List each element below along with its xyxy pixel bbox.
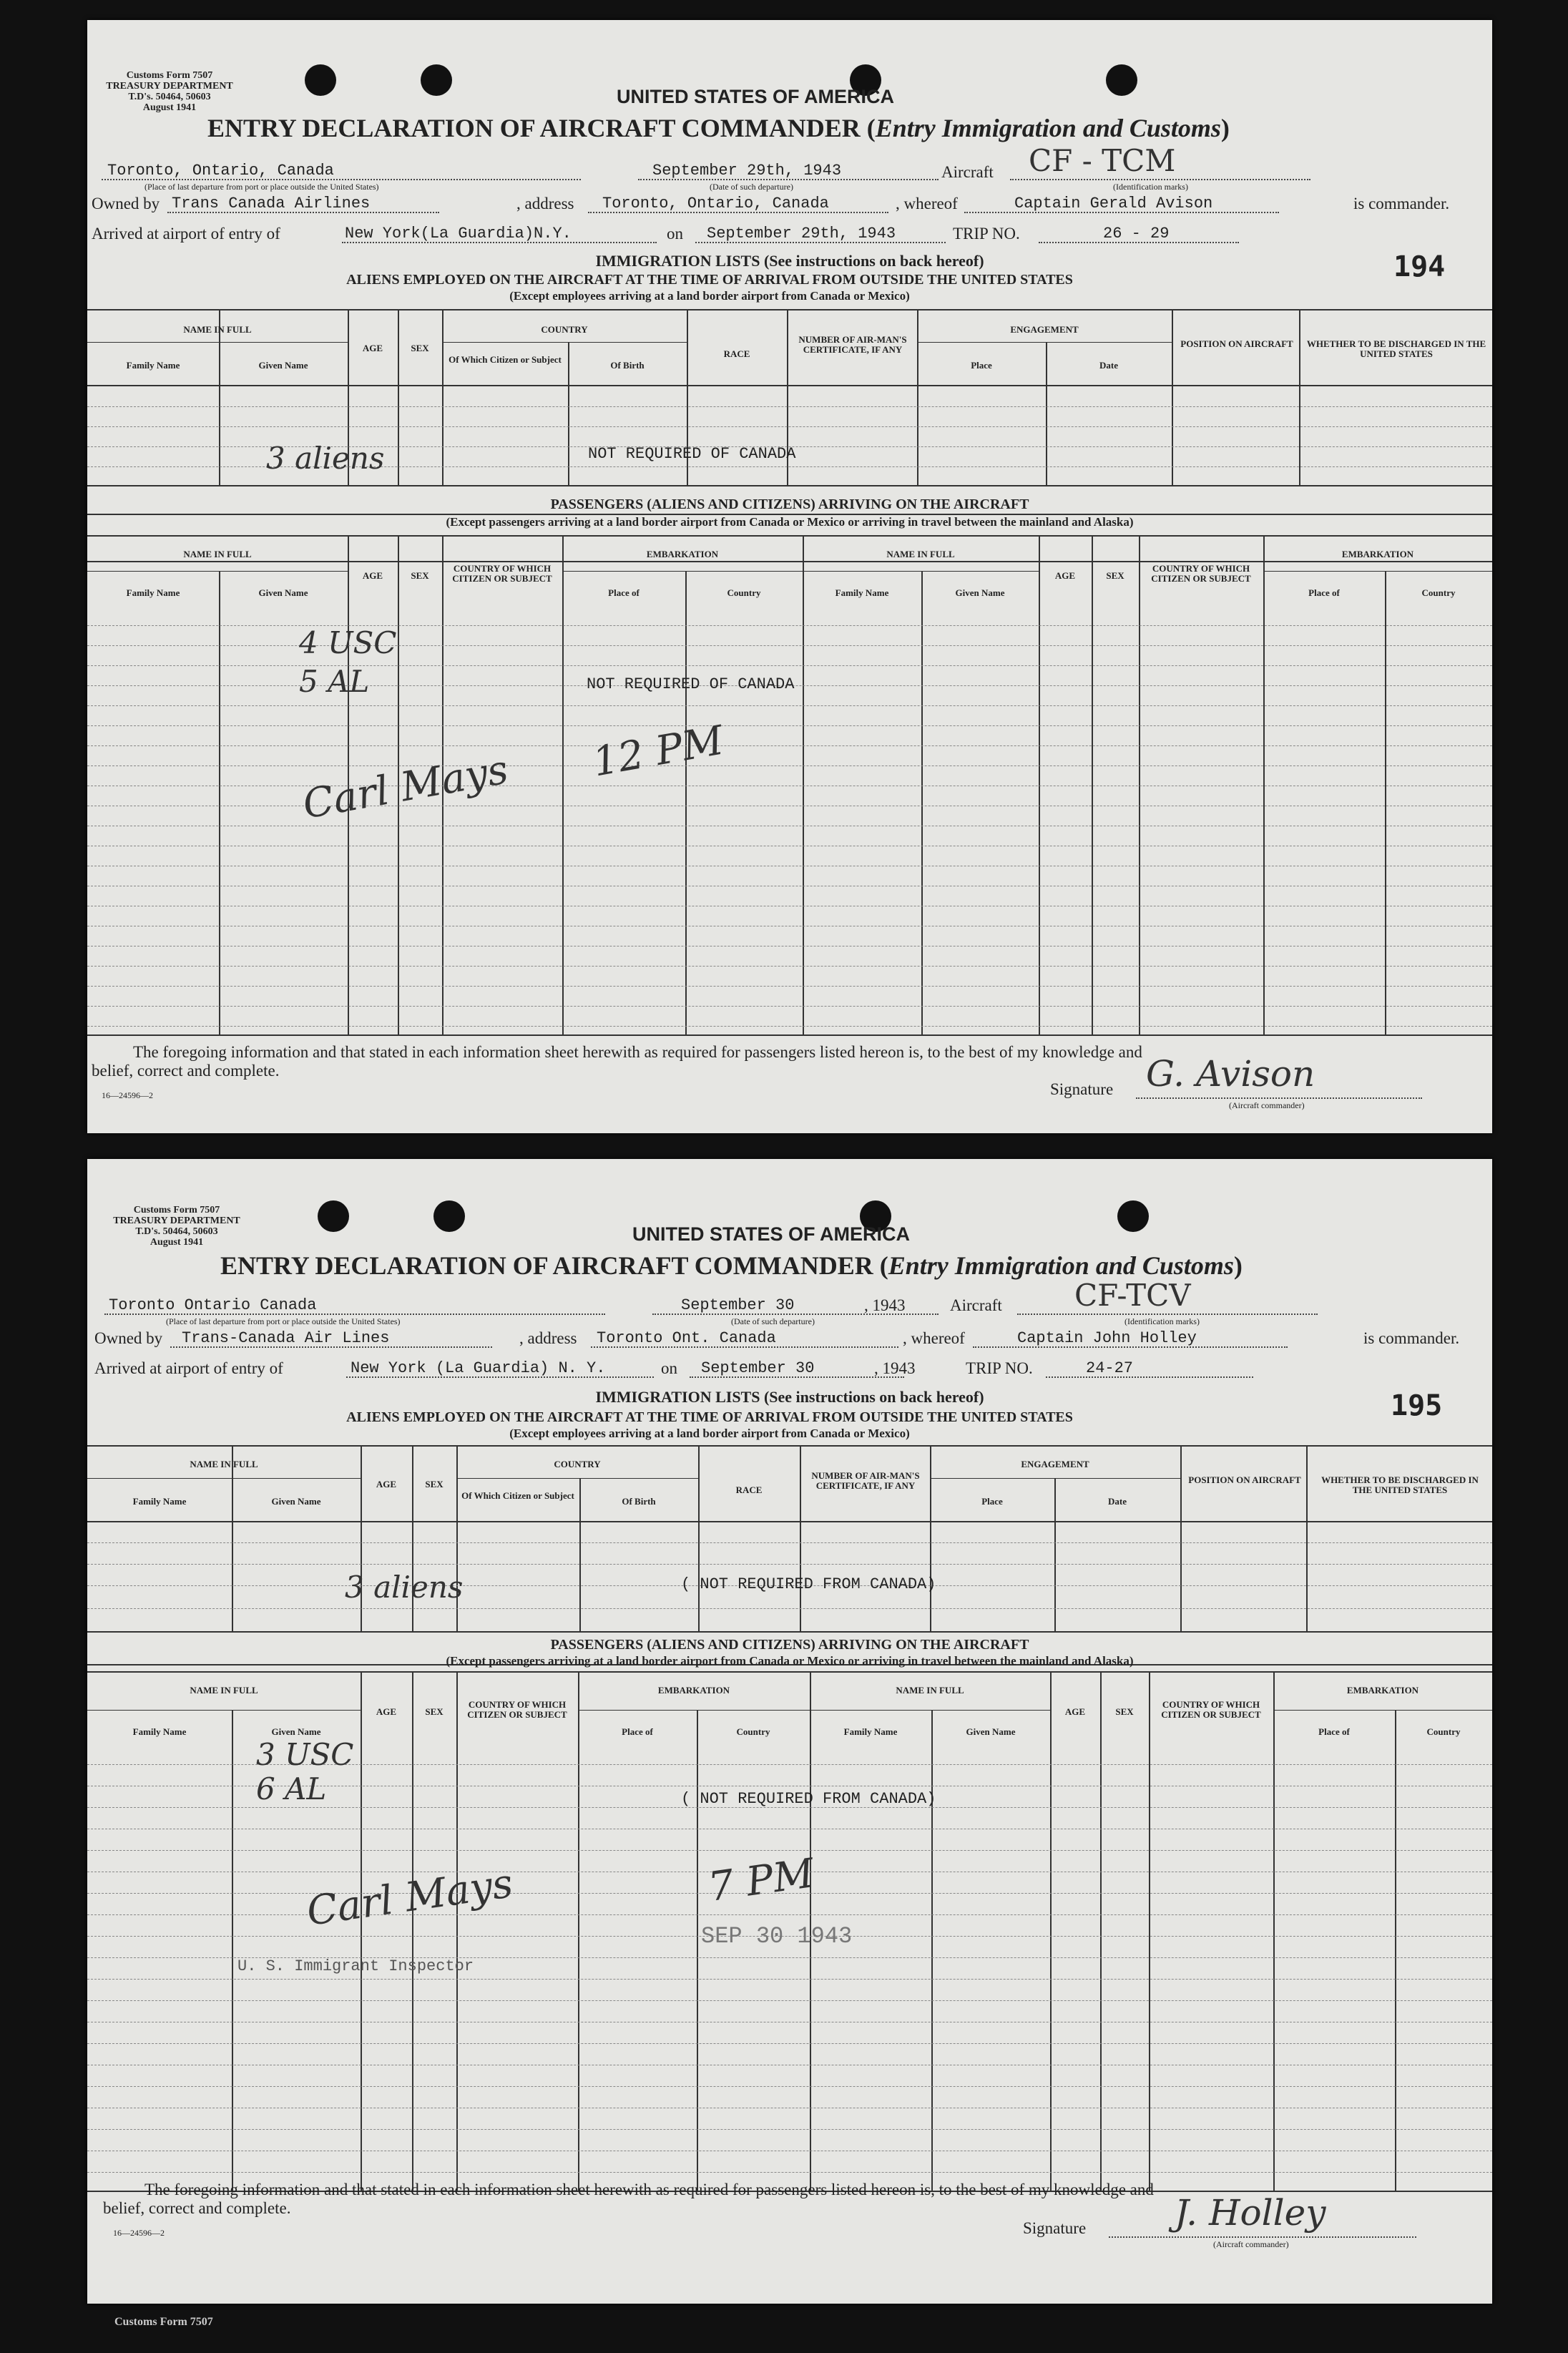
passenger-count: 4 USC — [299, 625, 397, 660]
col-header-given: Given Name — [258, 587, 308, 598]
aliens-subheading: (Except employees arriving at a land border airport from Canada or Mexico) — [509, 1427, 910, 1440]
owner: Trans-Canada Air Lines — [182, 1329, 390, 1347]
form-title — [220, 1251, 1243, 1281]
date-stamp: SEP 30 1943 — [701, 1923, 853, 1950]
col-header-age: AGE — [376, 1479, 397, 1489]
col-header-given: Given Name — [271, 1496, 321, 1507]
departure-place: Toronto Ontario Canada — [109, 1296, 317, 1314]
title-part: ) — [1233, 1251, 1243, 1280]
address: Toronto, Ontario, Canada — [602, 195, 829, 212]
col-line — [1039, 535, 1040, 1034]
inspector-time: 7 PM — [705, 1849, 818, 1912]
col-header-citizen: Of Which Citizen or Subject — [461, 1490, 574, 1501]
field-line — [1109, 2236, 1416, 2238]
passenger-count: 5 AL — [299, 664, 370, 699]
departure-caption: (Place of last departure from port or place outside the United States) — [166, 1316, 401, 1326]
passenger-count: 3 USC — [256, 1737, 354, 1772]
col-line — [1050, 1671, 1052, 2191]
col-header-name: NAME IN FULL — [190, 1685, 258, 1696]
is-commander: is commander. — [1353, 195, 1450, 212]
departure-caption: (Place of last departure from port or place outside the United States) — [144, 182, 379, 192]
field-line — [1017, 1314, 1318, 1315]
col-line — [1385, 571, 1386, 1034]
row-line — [87, 1850, 1492, 1851]
col-header-date: Date — [1099, 360, 1118, 371]
col-header-country-citizen: COUNTRY OF WHICH CITIZEN OR SUBJECT — [1161, 1699, 1261, 1720]
arrival-date: September 30 — [701, 1359, 815, 1377]
sub-header-line — [87, 1710, 361, 1711]
table-border — [87, 485, 1492, 486]
table-border — [87, 1445, 1492, 1447]
commander-signature: J. Holley — [1175, 2192, 1326, 2234]
foregoing-statement: The foregoing information and that stated in each information sheet herewith as required for passengers listed hereon is, to the best of my knowledge and — [133, 1043, 1142, 1061]
immigration-lists-heading: IMMIGRATION LISTS (See instructions on back hereof) — [595, 252, 984, 270]
col-line — [917, 309, 918, 485]
whereof-label: , whereof — [896, 195, 958, 212]
col-line — [685, 571, 687, 1034]
ident-caption: (Identification marks) — [1113, 182, 1188, 192]
col-line — [697, 1710, 698, 2191]
arrived-label: Arrived at airport of entry of — [94, 1359, 283, 1377]
col-line — [232, 1445, 233, 1631]
col-header-age: AGE — [362, 570, 383, 581]
table-border — [87, 561, 1492, 562]
col-header-name: NAME IN FULL — [183, 324, 252, 335]
passengers-subheading: (Except passengers arriving at a land border airport from Canada or Mexico or arriving in travel between the mainland and Alaska) — [446, 515, 1134, 529]
col-header-position: POSITION ON AIRCRAFT — [1188, 1474, 1301, 1485]
col-header-family: Family Name — [132, 1726, 187, 1737]
col-header-family: Family Name — [843, 1726, 898, 1737]
form-code-block — [94, 1205, 259, 1248]
title-part: ) — [1220, 114, 1230, 142]
col-line — [1395, 1710, 1396, 2191]
col-line — [578, 1671, 579, 2191]
col-header-place-of: Place of — [1318, 1726, 1350, 1737]
row-line — [87, 1006, 1492, 1007]
aliens-subheading: (Except employees arriving at a land border airport from Canada or Mexico) — [509, 289, 910, 303]
aliens-heading: ALIENS EMPLOYED ON THE AIRCRAFT AT THE TIME OF ARRIVAL FROM OUTSIDE THE UNITED STATES — [346, 272, 1073, 288]
col-line — [361, 1671, 362, 2191]
sub-header-line — [87, 342, 348, 343]
col-header-citizen: Of Which Citizen or Subject — [449, 354, 562, 365]
col-header-race: RACE — [735, 1484, 763, 1495]
sub-header-line — [1273, 1710, 1492, 1711]
on-label: on — [667, 225, 683, 243]
row-line — [87, 1914, 1492, 1915]
col-header-discharged: WHETHER TO BE DISCHARGED IN THE UNITED STATES — [1306, 338, 1486, 359]
col-header-name: NAME IN FULL — [183, 549, 252, 559]
address: Toronto Ont. Canada — [597, 1329, 776, 1347]
arrival-date: September 29th, 1943 — [707, 225, 896, 243]
col-line — [931, 1710, 933, 2191]
form-code-line: Customs Form 7507 — [133, 1205, 220, 1215]
aliens-note: ( NOT REQUIRED FROM CANADA) — [681, 1575, 936, 1593]
title-italic: Entry Immigration and Customs — [875, 114, 1221, 142]
col-header-embarkation: EMBARKATION — [646, 549, 719, 559]
foregoing-statement-2: belief, correct and complete. — [92, 1062, 280, 1080]
foregoing-statement: The foregoing information and that stated in each information sheet herewith as required for passengers listed hereon is, to the best of my knowledge and — [144, 2181, 1154, 2198]
inspector-initials: Carl Mays — [299, 746, 512, 828]
country-heading: UNITED STATES OF AMERICA — [632, 1223, 910, 1245]
sub-header-line — [810, 1710, 1050, 1711]
col-line — [1273, 1671, 1275, 2191]
is-commander: is commander. — [1363, 1329, 1460, 1347]
col-line — [1139, 535, 1140, 1034]
row-line — [87, 1564, 1492, 1565]
sub-header-line — [930, 1478, 1180, 1479]
col-header-embarkation: EMBARKATION — [1341, 549, 1414, 559]
entry-declaration-sheet-194 — [87, 20, 1492, 1133]
col-header-given: Given Name — [966, 1726, 1016, 1737]
row-line — [87, 986, 1492, 987]
col-line — [219, 571, 220, 1034]
passengers-note: NOT REQUIRED OF CANADA — [587, 675, 795, 693]
row-line — [87, 1608, 1492, 1609]
aliens-count: 3 aliens — [345, 1570, 464, 1605]
owned-by-label: Owned by — [92, 195, 160, 212]
signature-label: Signature — [1050, 1080, 1114, 1098]
punch-hole — [421, 64, 452, 96]
title-part: ENTRY DECLARATION OF AIRCRAFT COMMANDER ( — [207, 114, 876, 142]
whereof-label: , whereof — [903, 1329, 965, 1347]
col-header-sex: SEX — [1106, 570, 1124, 581]
col-header-sex: SEX — [411, 343, 429, 353]
row-line — [87, 2043, 1492, 2044]
table-border — [87, 385, 1492, 386]
col-header-embarkation: EMBARKATION — [1346, 1685, 1419, 1696]
col-line — [1180, 1445, 1182, 1631]
form-code-line: August 1941 — [142, 102, 197, 113]
row-line — [87, 2086, 1492, 2087]
inspector-initials: Carl Mays — [303, 1860, 516, 1935]
col-header-place: Place — [971, 360, 992, 371]
col-line — [1092, 535, 1093, 1034]
inspector-caption: U. S. Immigrant Inspector — [237, 1957, 474, 1975]
field-line — [1010, 179, 1310, 180]
col-header-given: Given Name — [271, 1726, 321, 1737]
passengers-note: ( NOT REQUIRED FROM CANADA) — [681, 1790, 936, 1808]
col-header-name: NAME IN FULL — [190, 1459, 258, 1469]
field-line — [1136, 1097, 1422, 1099]
departure-date: September 30 — [681, 1296, 795, 1314]
aircraft-label: Aircraft — [950, 1296, 1002, 1314]
punch-hole — [305, 64, 336, 96]
form-code-line: TREASURY DEPARTMENT — [106, 81, 233, 92]
form-code-line: T.D's. 50464, 50603 — [135, 1226, 218, 1237]
col-header-birth: Of Birth — [622, 1496, 656, 1507]
print-code: 16—24596—2 — [113, 2228, 165, 2238]
trip-label: TRIP NO. — [953, 225, 1020, 243]
title-italic: Entry Immigration and Customs — [888, 1251, 1234, 1280]
passengers-subheading: (Except passengers arriving at a land border airport from Canada or Mexico or arriving in travel between the mainland and Alaska) — [446, 1654, 1134, 1668]
aircraft-id: CF-TCV — [1074, 1278, 1191, 1313]
aircraft-label: Aircraft — [941, 163, 994, 181]
punch-hole — [433, 1200, 465, 1232]
col-header-discharged: WHETHER TO BE DISCHARGED IN THE UNITED STATES — [1321, 1474, 1479, 1495]
col-header-position: POSITION ON AIRCRAFT — [1180, 338, 1293, 349]
page-number: 195 — [1391, 1389, 1443, 1422]
form-code-line: August 1941 — [150, 1237, 204, 1248]
table-border — [87, 1671, 1492, 1673]
col-header-age: AGE — [1064, 1706, 1086, 1717]
sub-header-line — [87, 571, 348, 572]
col-header-engagement: ENGAGEMENT — [1021, 1459, 1089, 1469]
col-header-cert: NUMBER OF AIR-MAN'S CERTIFICATE, IF ANY — [811, 1470, 920, 1491]
sub-header-line — [442, 342, 687, 343]
next-sheet-edge: Customs Form 7507 — [114, 2316, 213, 2328]
col-header-country: COUNTRY — [541, 324, 588, 335]
sub-header-line — [1263, 571, 1492, 572]
col-line — [698, 1445, 700, 1631]
arrived-label: Arrived at airport of entry of — [92, 225, 280, 243]
signature-caption: (Aircraft commander) — [1229, 1100, 1305, 1110]
signature-label: Signature — [1023, 2219, 1087, 2237]
col-header-country: COUNTRY — [554, 1459, 601, 1469]
col-line — [1149, 1671, 1150, 2191]
col-line — [1100, 1671, 1102, 2191]
table-border — [87, 1521, 1492, 1522]
col-header-given: Given Name — [258, 360, 308, 371]
row-line — [87, 1542, 1492, 1543]
col-header-place-of: Place of — [608, 587, 640, 598]
col-header-birth: Of Birth — [610, 360, 645, 371]
table-border — [87, 535, 1492, 537]
col-header-family: Family Name — [126, 360, 180, 371]
col-header-age: AGE — [376, 1706, 397, 1717]
commander-signature: G. Avison — [1146, 1053, 1315, 1095]
row-line — [87, 725, 1492, 726]
col-line — [930, 1445, 931, 1631]
col-header-sex: SEX — [1115, 1706, 1134, 1717]
col-header-engagement: ENGAGEMENT — [1010, 324, 1079, 335]
field-line — [1046, 1376, 1253, 1378]
print-code: 16—24596—2 — [102, 1090, 153, 1100]
row-line — [87, 1026, 1492, 1027]
immigration-lists-heading: IMMIGRATION LISTS (See instructions on back hereof) — [595, 1388, 984, 1406]
passengers-heading: PASSENGERS (ALIENS AND CITIZENS) ARRIVING ON THE AIRCRAFT — [550, 1637, 1029, 1653]
aliens-count: 3 aliens — [266, 441, 385, 476]
punch-hole — [1106, 64, 1137, 96]
arrival-airport: New York(La Guardia)N.Y. — [345, 225, 572, 243]
title-part: ENTRY DECLARATION OF AIRCRAFT COMMANDER ( — [220, 1251, 888, 1280]
col-header-family: Family Name — [126, 587, 180, 598]
row-line — [87, 2129, 1492, 2130]
col-header-sex: SEX — [411, 570, 429, 581]
col-header-country-col: Country — [727, 587, 761, 598]
col-header-name: NAME IN FULL — [896, 1685, 964, 1696]
sub-header-line — [917, 342, 1172, 343]
col-header-country-citizen: COUNTRY OF WHICH CITIZEN OR SUBJECT — [467, 1699, 567, 1720]
inspector-time: 12 PM — [589, 717, 727, 786]
col-header-race: RACE — [723, 348, 750, 359]
col-line — [456, 1671, 458, 2191]
col-line — [232, 1710, 233, 2191]
signature-caption: (Aircraft commander) — [1213, 2239, 1289, 2249]
aircraft-id: CF - TCM — [1029, 143, 1176, 178]
arrival-airport: New York (La Guardia) N. Y. — [351, 1359, 606, 1377]
col-header-date: Date — [1108, 1496, 1127, 1507]
row-line — [87, 1979, 1492, 1980]
col-header-family: Family Name — [132, 1496, 187, 1507]
sub-header-line — [87, 1478, 361, 1479]
departure-date: September 29th, 1943 — [652, 162, 842, 180]
trip-no: 26 - 29 — [1103, 225, 1170, 243]
sub-header-line — [578, 1710, 810, 1711]
form-code-block — [87, 70, 252, 113]
col-header-place: Place — [981, 1496, 1003, 1507]
address-label: , address — [516, 195, 574, 212]
sub-header-line — [562, 571, 803, 572]
country-heading: UNITED STATES OF AMERICA — [617, 86, 894, 107]
entry-declaration-sheet-195 — [87, 1159, 1492, 2304]
trip-no: 24-27 — [1086, 1359, 1134, 1377]
col-header-sex: SEX — [425, 1479, 444, 1489]
col-header-age: AGE — [362, 343, 383, 353]
row-line — [87, 2172, 1492, 2173]
row-line — [87, 625, 1492, 626]
col-header-cert: NUMBER OF AIR-MAN'S CERTIFICATE, IF ANY — [798, 334, 907, 355]
sub-header-line — [803, 571, 1039, 572]
col-header-country-col: Country — [736, 1726, 770, 1737]
col-header-place-of: Place of — [622, 1726, 653, 1737]
address-label: , address — [519, 1329, 577, 1347]
row-line — [87, 2000, 1492, 2001]
owner: Trans Canada Airlines — [172, 195, 371, 212]
commander: Captain John Holley — [1017, 1329, 1197, 1347]
form-code-line: T.D's. 50464, 50603 — [128, 92, 211, 102]
date-caption: (Date of such departure) — [731, 1316, 815, 1326]
page-number: 194 — [1393, 250, 1446, 283]
foregoing-statement-2: belief, correct and complete. — [103, 2199, 291, 2217]
col-line — [1172, 309, 1173, 485]
trip-label: TRIP NO. — [966, 1359, 1033, 1377]
row-line — [87, 426, 1492, 427]
col-line — [1299, 309, 1300, 485]
col-header-place-of: Place of — [1308, 587, 1340, 598]
row-line — [87, 406, 1492, 407]
punch-hole — [318, 1200, 349, 1232]
col-line — [562, 535, 564, 1034]
col-line — [803, 535, 804, 1034]
col-line — [412, 1671, 413, 2191]
col-header-country-citizen: COUNTRY OF WHICH CITIZEN OR SUBJECT — [452, 563, 552, 584]
col-line — [1306, 1445, 1308, 1631]
row-line — [87, 745, 1492, 746]
col-header-name: NAME IN FULL — [886, 549, 955, 559]
ident-caption: (Identification marks) — [1124, 1316, 1200, 1326]
year-suffix: , 1943 — [864, 1296, 906, 1314]
row-line — [87, 645, 1492, 646]
col-header-country-col: Country — [1421, 587, 1456, 598]
on-label: on — [661, 1359, 677, 1377]
aliens-note: NOT REQUIRED OF CANADA — [588, 445, 796, 463]
col-line — [219, 309, 220, 485]
col-line — [442, 309, 444, 485]
row-line — [87, 966, 1492, 967]
table-border — [87, 1034, 1492, 1036]
col-line — [1263, 535, 1265, 1034]
departure-place: Toronto, Ontario, Canada — [107, 162, 334, 180]
passenger-count: 6 AL — [256, 1771, 327, 1806]
commander: Captain Gerald Avison — [1014, 195, 1213, 212]
col-header-age: AGE — [1054, 570, 1076, 581]
col-header-embarkation: EMBARKATION — [657, 1685, 730, 1696]
form-title — [207, 113, 1230, 143]
passengers-heading: PASSENGERS (ALIENS AND CITIZENS) ARRIVING ON THE AIRCRAFT — [550, 496, 1029, 512]
table-border — [87, 1631, 1492, 1633]
date-caption: (Date of such departure) — [710, 182, 793, 192]
form-code-line: Customs Form 7507 — [126, 70, 213, 81]
row-line — [87, 765, 1492, 766]
owned-by-label: Owned by — [94, 1329, 163, 1347]
arrival-year: , 1943 — [874, 1359, 916, 1377]
aliens-heading: ALIENS EMPLOYED ON THE AIRCRAFT AT THE TIME OF ARRIVAL FROM OUTSIDE THE UNITED STATES — [346, 1409, 1073, 1425]
col-header-country-citizen: COUNTRY OF WHICH CITIZEN OR SUBJECT — [1151, 563, 1251, 584]
col-line — [398, 309, 399, 485]
col-header-sex: SEX — [425, 1706, 444, 1717]
row-line — [87, 665, 1492, 666]
table-border — [87, 309, 1492, 310]
col-header-country-col: Country — [1426, 1726, 1461, 1737]
punch-hole — [1117, 1200, 1149, 1232]
col-header-given: Given Name — [955, 587, 1005, 598]
form-code-line: TREASURY DEPARTMENT — [113, 1215, 240, 1226]
sub-header-line — [456, 1478, 698, 1479]
row-line — [87, 705, 1492, 706]
col-line — [921, 571, 923, 1034]
col-header-family: Family Name — [835, 587, 889, 598]
